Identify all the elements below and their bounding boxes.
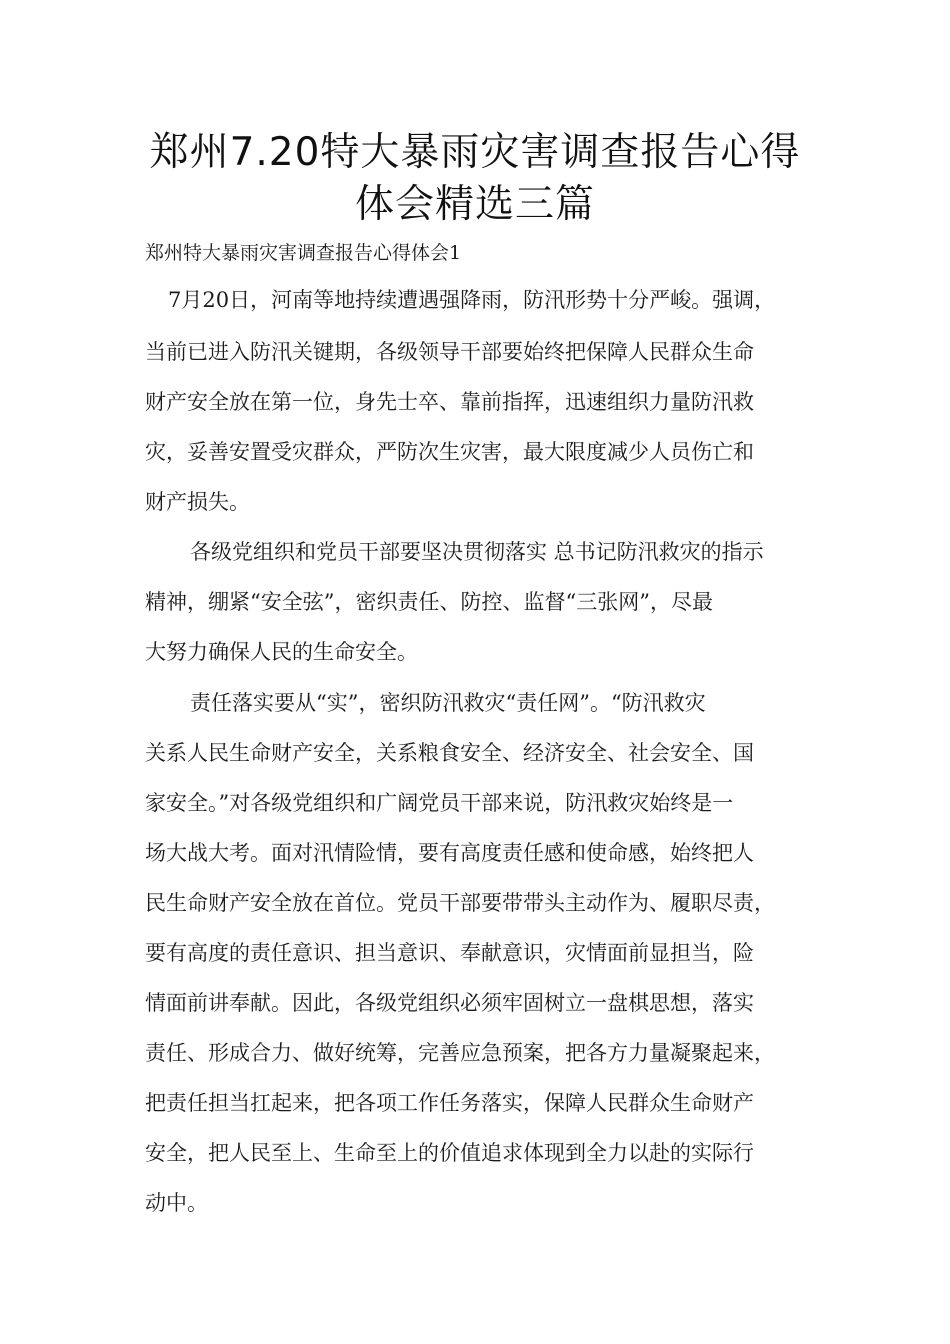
- paragraph-line: 各级党组织和党员干部要坚决贯彻落实 总书记防汛救灾的指示: [190, 540, 764, 564]
- paragraph-line: 灾，妥善安置受灾群众，严防次生灾害，最大限度减少人员伤亡和: [145, 440, 754, 464]
- paragraph-line: 家安全。”对各级党组织和广阔党员干部来说，防汛救灾始终是一: [145, 791, 734, 815]
- document-title-line-1: 郑州7.20特大暴雨灾害调查报告心得: [149, 130, 801, 175]
- paragraph-line: 责任、形成合力、做好统筹，完善应急预案，把各方力量凝聚起来，: [145, 1041, 775, 1065]
- paragraph-line: 情面前讲奉献。因此，各级党组织必须牢固树立一盘棋思想，落实: [145, 991, 754, 1015]
- paragraph-line: 民生命财产安全放在首位。党员干部要带带头主动作为、履职尽责，: [145, 891, 775, 915]
- paragraph-line: 安全，把人民至上、生命至上的价值追求体现到全力以赴的实际行: [145, 1141, 754, 1165]
- paragraph-line: 精神，绷紧“安全弦”，密织责任、防控、监督“三张网”，尽最: [145, 590, 713, 614]
- paragraph-line: 场大战大考。面对汛情险情，要有高度责任感和使命感，始终把人: [145, 841, 754, 865]
- paragraph-line: 财产安全放在第一位，身先士卒、靠前指挥，迅速组织力量防汛救: [145, 390, 754, 414]
- paragraph-line: 动中。: [145, 1191, 208, 1215]
- paragraph-line: 大努力确保人民的生命安全。: [145, 640, 418, 664]
- paragraph-line: 把责任担当扛起来，把各项工作任务落实，保障人民群众生命财产: [145, 1091, 754, 1115]
- section-heading: 郑州特大暴雨灾害调查报告心得体会1: [145, 242, 462, 264]
- paragraph-line: 关系人民生命财产安全，关系粮食安全、经济安全、社会安全、国: [145, 741, 754, 765]
- document-title-line-2: 体会精选三篇: [354, 182, 595, 227]
- paragraph-line: 7月20日，河南等地持续遭遇强降雨，防汛形势十分严峻。强调，: [168, 288, 776, 312]
- paragraph-line: 要有高度的责任意识、担当意识、奉献意识，灾情面前显担当，险: [145, 941, 754, 965]
- paragraph-line: 财产损失。: [145, 490, 250, 514]
- paragraph-line: 责任落实要从“实”，密织防汛救灾“责任网”。“防汛救灾: [190, 691, 706, 715]
- paragraph-line: 当前已进入防汛关键期，各级领导干部要始终把保障人民群众生命: [145, 340, 754, 364]
